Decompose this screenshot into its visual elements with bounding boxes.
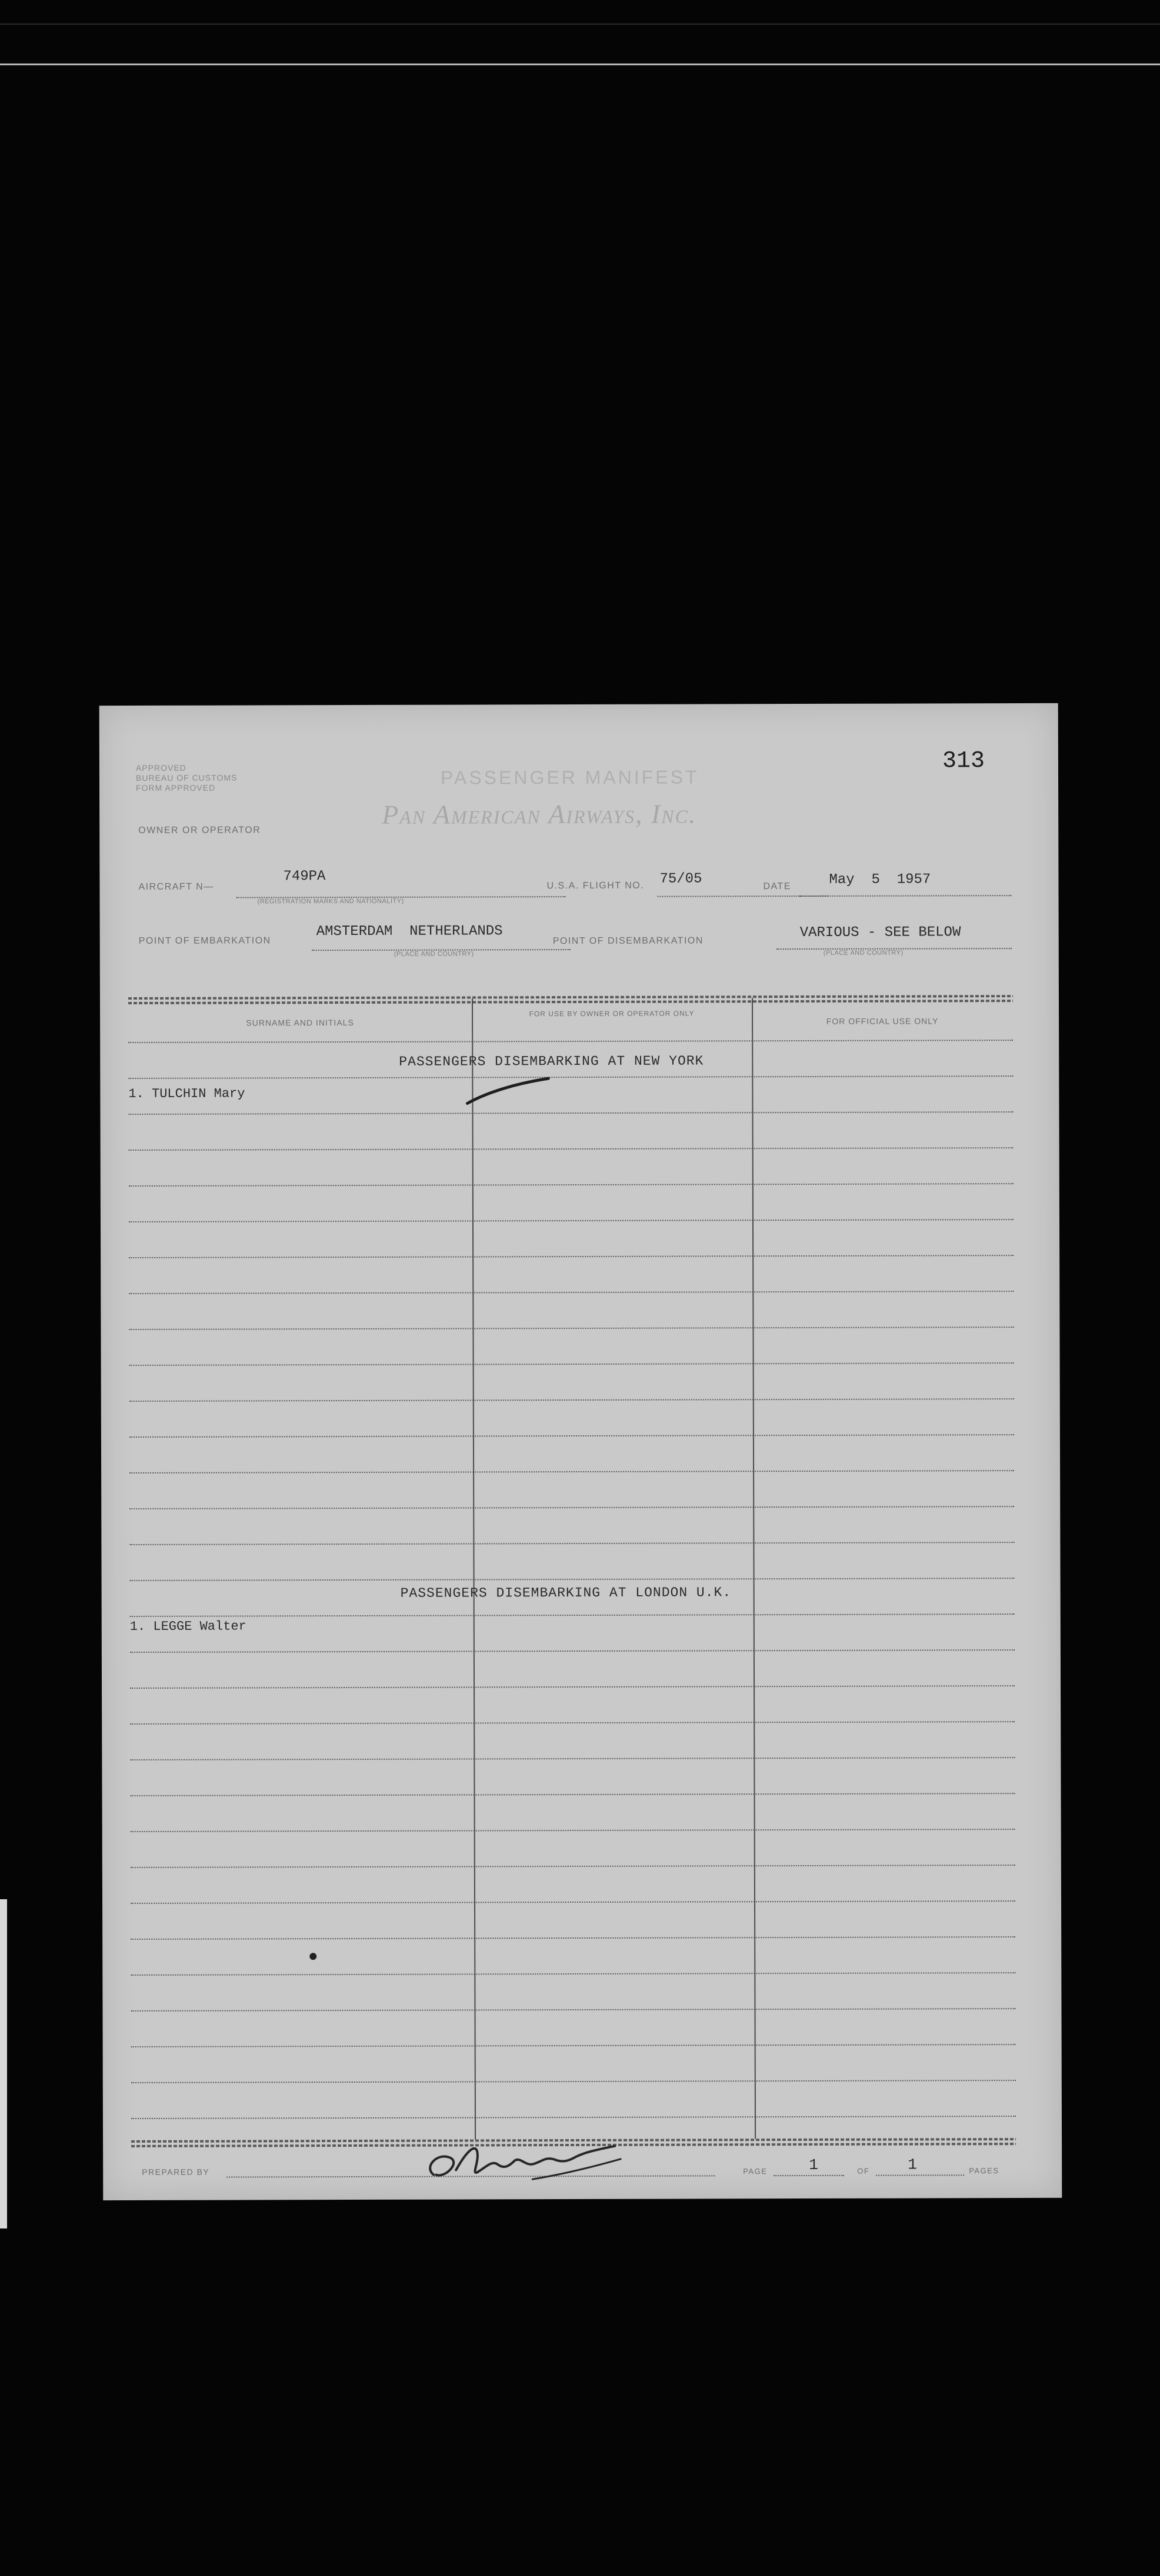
- row-line: [130, 1613, 1015, 1617]
- prepared-by-label: PREPARED BY: [142, 2167, 210, 2177]
- corner-note-line: FORM APPROVED: [136, 783, 216, 793]
- row-line: [131, 1972, 1015, 1976]
- page-line: [774, 2175, 844, 2176]
- section-heading: PASSENGERS DISEMBARKING AT NEW YORK: [399, 1053, 704, 1070]
- table-top-rule: [128, 1000, 1013, 1004]
- column-header-operator: FOR USE BY OWNER OR OPERATOR ONLY: [529, 1009, 695, 1018]
- row-line: [131, 1829, 1015, 1832]
- row-line: [129, 1470, 1014, 1474]
- page-label: PAGE: [743, 2167, 768, 2176]
- section-heading: PASSENGERS DISEMBARKING AT LONDON U.K.: [400, 1585, 732, 1601]
- disembarkation-caption: (PLACE AND COUNTRY): [823, 949, 904, 957]
- film-edge-strip: [0, 1899, 7, 2228]
- row-line: [131, 1865, 1015, 1868]
- row-line: [131, 2080, 1016, 2083]
- row-line: [130, 1757, 1015, 1760]
- date-line: [800, 895, 1012, 897]
- column-header-surname: SURNAME AND INITIALS: [246, 1018, 354, 1028]
- row-line: [129, 1362, 1014, 1366]
- aircraft-label: AIRCRAFT N—: [138, 881, 214, 892]
- of-label: OF: [857, 2166, 870, 2176]
- row-line: [131, 2116, 1016, 2119]
- embarkation-label: POINT OF EMBARKATION: [138, 935, 271, 946]
- corner-note-line: APPROVED: [135, 763, 186, 773]
- form-title: PASSENGER MANIFEST: [440, 766, 699, 788]
- embarkation-value: AMSTERDAM NETHERLANDS: [316, 923, 503, 940]
- page-number-stamp: 313: [942, 748, 985, 775]
- row-line: [128, 1040, 1013, 1043]
- manifest-document: [99, 703, 1062, 2200]
- row-line: [129, 1327, 1014, 1330]
- embarkation-caption: (PLACE AND COUNTRY): [394, 950, 474, 958]
- table-rows: [99, 703, 1058, 706]
- row-line: [129, 1255, 1014, 1258]
- disembarkation-value: VARIOUS - SEE BELOW: [799, 924, 961, 941]
- row-line: [129, 1183, 1014, 1187]
- row-line: [130, 1685, 1015, 1689]
- signature-icon: [421, 2133, 626, 2187]
- pages-label: PAGES: [969, 2166, 999, 2176]
- row-line: [131, 2044, 1016, 2047]
- row-line: [129, 1147, 1014, 1151]
- corner-note-line: BUREAU OF CUSTOMS: [135, 773, 238, 783]
- column-header-official: FOR OFFICIAL USE ONLY: [826, 1016, 939, 1026]
- passenger-row: 1. LEGGE Walter: [129, 1619, 246, 1635]
- of-value: 1: [908, 2156, 917, 2174]
- row-line: [129, 1542, 1014, 1545]
- row-line: [131, 2008, 1015, 2012]
- table-top-rule: [128, 995, 1013, 1000]
- date-label: DATE: [763, 881, 791, 892]
- flight-label: U.S.A. FLIGHT NO.: [546, 880, 645, 891]
- aircraft-caption: (REGISTRATION MARKS AND NATIONALITY): [257, 897, 404, 906]
- row-line: [130, 1578, 1015, 1581]
- row-line: [128, 1075, 1013, 1079]
- disembarkation-label: POINT OF DISEMBARKATION: [552, 935, 704, 947]
- row-line: [130, 1649, 1015, 1653]
- date-value: May 5 1957: [829, 871, 931, 888]
- row-line: [130, 1721, 1015, 1725]
- film-frame-line: [0, 64, 1160, 65]
- ink-spot: [309, 1953, 316, 1960]
- film-edge-line: [0, 24, 1160, 25]
- row-line: [131, 1936, 1015, 1940]
- row-line: [131, 1793, 1015, 1796]
- row-line: [129, 1506, 1014, 1509]
- page-value: 1: [809, 2156, 818, 2174]
- row-line: [131, 1900, 1015, 1904]
- row-line: [129, 1219, 1014, 1222]
- row-line: [129, 1434, 1014, 1438]
- airline-name: Pan American Airways, Inc.: [382, 798, 697, 830]
- row-line: [128, 1111, 1013, 1115]
- column-divider: [752, 998, 756, 2139]
- aircraft-value: 749PA: [283, 868, 326, 885]
- row-line: [129, 1398, 1014, 1402]
- corner-note: [136, 763, 237, 793]
- of-line: [876, 2174, 964, 2176]
- passenger-row: 1. TULCHIN Mary: [128, 1086, 245, 1102]
- owner-label: OWNER OR OPERATOR: [138, 825, 261, 836]
- flight-value: 75/05: [659, 871, 702, 887]
- row-line: [129, 1291, 1014, 1294]
- column-divider: [472, 998, 476, 2139]
- check-mark-icon: [465, 1074, 553, 1109]
